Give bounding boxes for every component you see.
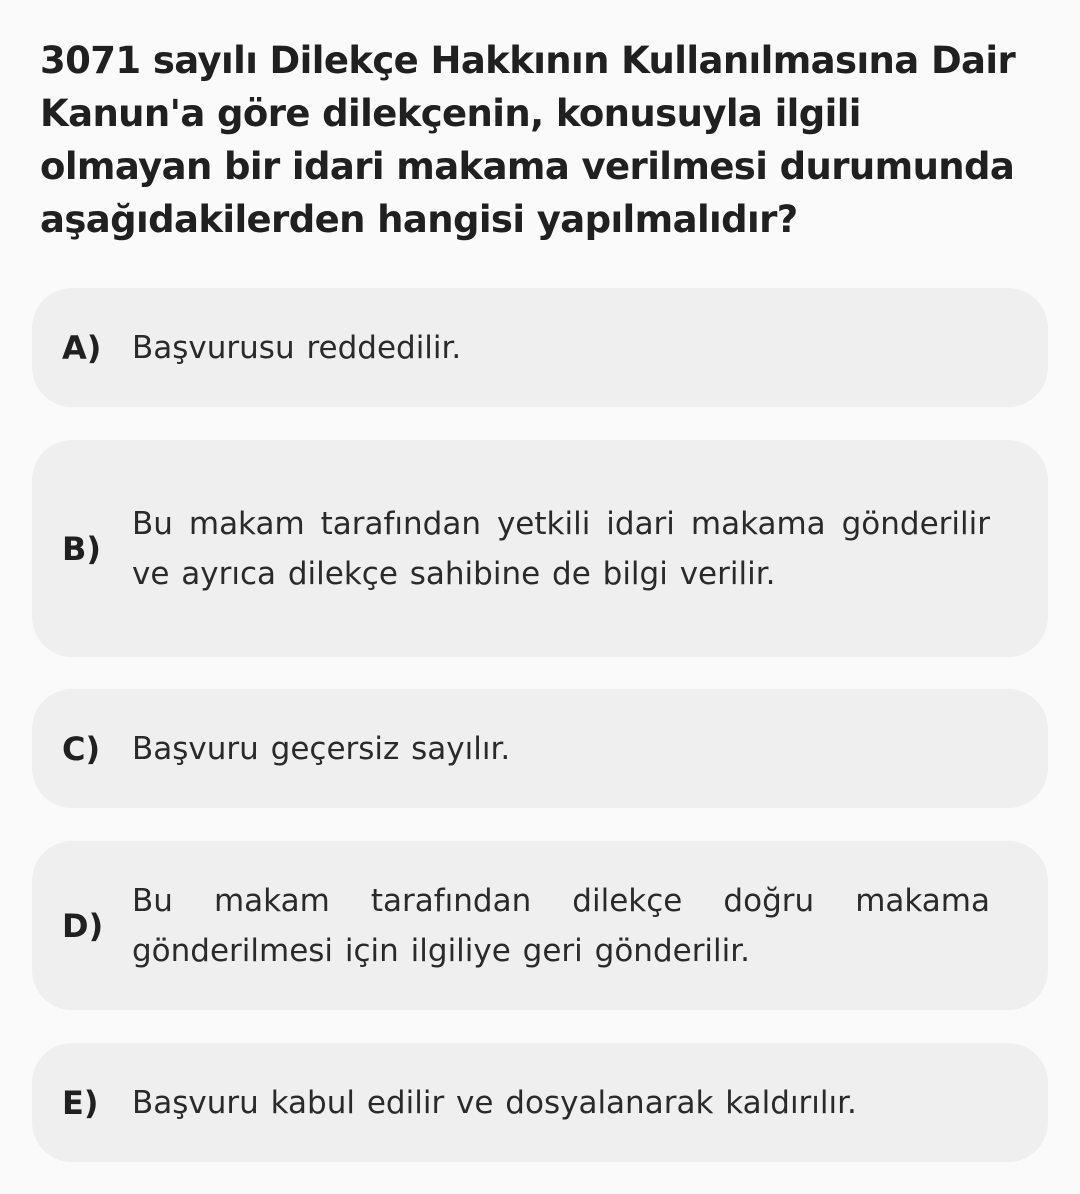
option-b[interactable] xyxy=(32,440,1048,657)
option-e[interactable] xyxy=(32,1043,1048,1162)
option-letter: E) xyxy=(62,1083,99,1122)
option-text: Bu makam tarafından dilekçe doğru makama gönderilmesi için ilgiliye geri gönderilir. xyxy=(132,882,990,969)
option-letter: A) xyxy=(62,328,102,367)
option-letter: D) xyxy=(62,906,104,945)
question-text: 3071 sayılı Dilekçe Hakkının Kullanılmasına Dair Kanun'a göre dilekçenin, konusuyla ilgili olmayan bir idari makama verilmesi durumunda aşağıdakilerden hangisi yapılmalıdır? xyxy=(40,39,1016,241)
option-text: Bu makam tarafından yetkili idari makama gönderilir ve ayrıca dilekçe sahibine de bilgi verilir. xyxy=(132,505,990,592)
option-a[interactable] xyxy=(32,288,1048,407)
option-letter: B) xyxy=(62,529,102,568)
option-c[interactable] xyxy=(32,689,1048,808)
option-text: Başvurusu reddedilir. xyxy=(132,329,462,366)
option-d[interactable] xyxy=(32,841,1048,1010)
option-letter: C) xyxy=(62,729,101,768)
option-text: Başvuru geçersiz sayılır. xyxy=(132,730,511,767)
option-text: Başvuru kabul edilir ve dosyalanarak kaldırılır. xyxy=(132,1084,857,1121)
